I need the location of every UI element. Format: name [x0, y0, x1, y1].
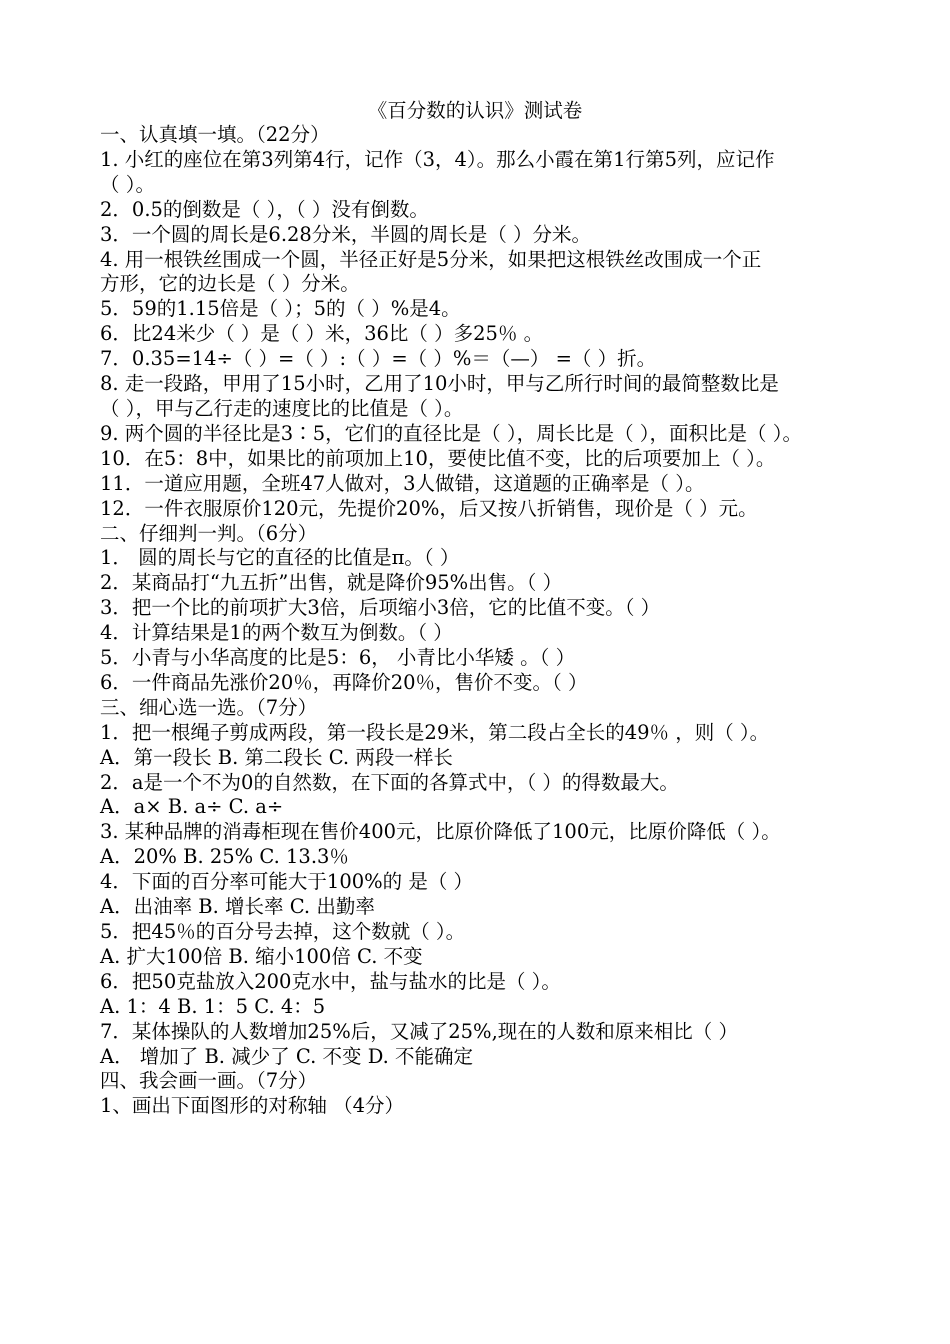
choice-options: A．a× B. a÷ C. a÷: [100, 795, 284, 819]
question-line: 1． 圆的周长与它的直径的比值是π。（ ）: [100, 546, 460, 570]
question-line: 5．小青与小华高度的比是5：6， 小青比小华矮 。（ ）: [100, 646, 576, 670]
question-line: 5．把45％的百分号去掉，这个数就（ ）。: [100, 920, 466, 943]
question-line: 11．一道应用题，全班47人做对，3人做错，这道题的正确率是（ ）。: [100, 471, 705, 495]
question-line: 9. 两个圆的半径比是3∶5，它们的直径比是（ ），周长比是（ ），面积比是（ ）。: [100, 421, 802, 445]
choice-options: A．出油率 B. 增长率 C. 出勤率: [100, 895, 375, 919]
question-line: 10．在5：8中，如果比的前项加上10，要使比值不变，比的后项要加上（ ）。: [100, 446, 776, 470]
question-line: 2．a是一个不为0的自然数，在下面的各算式中，（ ）的得数最大。: [100, 770, 679, 794]
question-line: 7．某体操队的人数增加25%后，又减了25%,现在的人数和原来相比（ ）: [100, 1019, 738, 1043]
question-line: 6．比24米少（ ）是（ ）米，36比（ ）多25％ 。: [100, 322, 544, 346]
question-line: 4．下面的百分率可能大于100%的 是（ ）: [100, 870, 474, 894]
question-line: 2．0.5的倒数是（ ），（ ）没有倒数。: [100, 197, 429, 221]
choice-options: A. 扩大100倍 B. 缩小100倍 C. 不变: [100, 944, 423, 968]
question-line: 7．0.35=14÷（ ）=（ ）:（ ）=（ ）%＝（—） =（ ）折。: [100, 347, 657, 371]
document-body: [100, 123, 860, 1119]
document-title: 《百分数的认识》测试卷: [367, 99, 583, 122]
question-line: 1. 小红的座位在第3列第4行，记作（3，4）。那么小霞在第1行第5列，应记作: [100, 147, 775, 171]
question-line: 3．一个圆的周长是6.28分米，半圆的周长是（ ）分米。: [100, 222, 592, 246]
question-line: 1．把一根绳子剪成两段，第一段长是29米，第二段占全长的49％ ，则（ ）。: [100, 720, 770, 744]
question-line: 1、画出下面图形的对称轴 （4分）: [100, 1094, 405, 1118]
question-line: （ ），甲与乙行走的速度比的比值是（ ）。: [100, 396, 464, 420]
choice-options: A． 增加了 B. 减少了 C. 不变 D. 不能确定: [100, 1044, 474, 1068]
section-heading-fill-in: 一、认真填一填。（22分）: [100, 123, 330, 146]
section-heading-choose: 三、细心选一选。（7分）: [100, 695, 318, 719]
question-line: （ ）。: [100, 172, 155, 196]
choice-options: A．第一段长 B. 第二段长 C. 两段一样长: [100, 745, 453, 769]
question-line: 3. 某种品牌的消毒柜现在售价400元，比原价降低了100元，比原价降低（ ）。: [100, 820, 781, 844]
section-heading-draw: 四、我会画一画。（7分）: [100, 1069, 318, 1093]
question-line: 5．59的1.15倍是（ ）；5的（ ）%是4。: [100, 297, 461, 321]
question-line: 2．某商品打“九五折”出售，就是降价95%出售。（ ）: [100, 571, 563, 595]
question-line: 6．一件商品先涨价20％，再降价20％，售价不变。（ ）: [100, 670, 588, 694]
question-line: 12．一件衣服原价120元，先提价20%，后又按八折销售，现价是（ ）元。: [100, 496, 758, 520]
question-line: 4. 用一根铁丝围成一个圆，半径正好是5分米，如果把这根铁丝改围成一个正: [100, 247, 762, 271]
question-line: 方形，它的边长是（ ）分米。: [100, 272, 360, 296]
choice-options: A．20% B. 25% C. 13.3％: [100, 845, 349, 869]
choice-options: A. 1：4 B. 1：5 C. 4：5: [100, 994, 326, 1018]
question-line: 6．把50克盐放入200克水中，盐与盐水的比是（ ）。: [100, 969, 561, 993]
question-line: 3．把一个比的前项扩大3倍，后项缩小3倍，它的比值不变。（ ）: [100, 596, 661, 620]
question-line: 4．计算结果是1的两个数互为倒数。（ ）: [100, 621, 453, 645]
question-line: 8. 走一段路，甲用了15小时，乙用了10小时，甲与乙所行时间的最简整数比是: [100, 372, 779, 396]
section-heading-judge: 二、仔细判一判。（6分）: [100, 521, 318, 545]
